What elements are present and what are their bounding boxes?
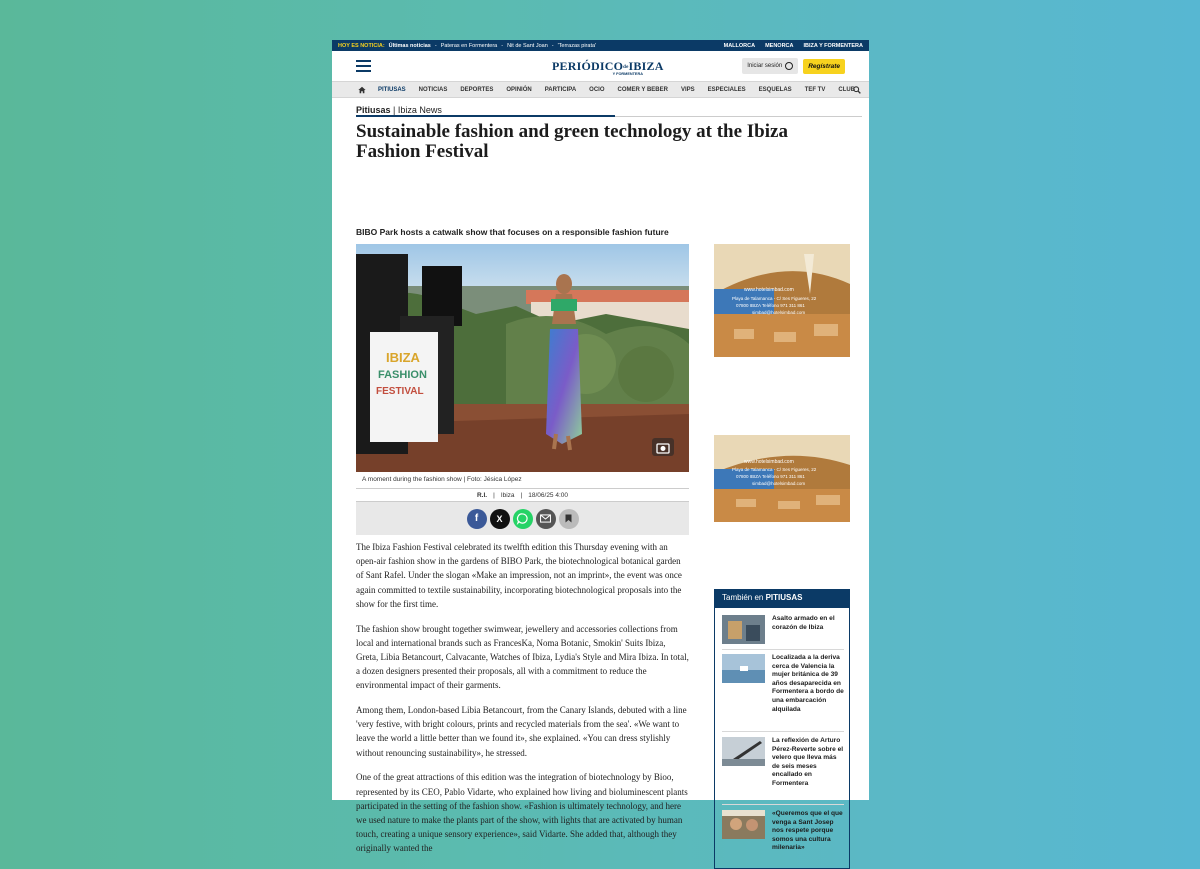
main-nav bbox=[332, 81, 869, 98]
home-icon[interactable] bbox=[358, 86, 366, 94]
related-item[interactable]: Localizada a la deriva cerca de Valencia la mujer británica de 39 años desaparecida en Formentera a bordo de una embarcación alquilada bbox=[722, 654, 844, 732]
sign-text: IBIZA bbox=[386, 350, 420, 365]
svg-text:simbad@hotelsimbad.com: simbad@hotelsimbad.com bbox=[752, 310, 806, 315]
nav-item-especiales[interactable]: ESPECIALES bbox=[707, 86, 746, 93]
related-articles-widget bbox=[714, 589, 850, 869]
nav-item-participa[interactable]: PARTICIPA bbox=[544, 86, 577, 93]
nav-item-pitiusas[interactable]: PITIUSAS bbox=[378, 86, 406, 93]
nav-item-vips[interactable]: VIPS bbox=[680, 86, 695, 93]
article-meta: R.I. | Ibiza | 18/06/25 4:00 bbox=[356, 488, 689, 502]
related-thumbnail bbox=[722, 654, 765, 683]
related-thumbnail bbox=[722, 737, 765, 766]
svg-text:07800 IBIZA Teléfono 971 3: 07800 IBIZA Teléfono 971 311 861 bbox=[736, 303, 805, 308]
hot-item[interactable]: Últimas noticias bbox=[388, 42, 431, 49]
nav-item-noticias[interactable]: NOTICIAS bbox=[418, 86, 448, 93]
nav-item-ocio[interactable]: OCIO bbox=[589, 86, 605, 93]
top-strip: HOY ES NOTICIA: Últimas noticias - Pateras en Formentera - Nit de Sant Joan - 'Terrazas pirata' MALLORCA MENORCA IBIZA Y FORMENTERA bbox=[332, 40, 869, 51]
email-icon[interactable] bbox=[536, 509, 556, 529]
related-thumbnail bbox=[722, 615, 765, 644]
fashion-show-photo bbox=[356, 244, 689, 472]
section-link[interactable]: Pitiusas bbox=[356, 105, 391, 115]
hot-item[interactable]: Pateras en Formentera bbox=[440, 42, 498, 49]
hotel-ad-banner[interactable] bbox=[714, 244, 850, 357]
search-icon[interactable] bbox=[853, 86, 861, 94]
related-item[interactable]: Asalto armado en el corazón de Ibiza bbox=[722, 615, 844, 650]
paragraph: The Ibiza Fashion Festival celebrated its twelfth edition this Thursday evening with an open-air fashion show in the gardens of BIBO Park, the biotechnological botanical garden of Sant Rafel. Under the slogan «Make an impression, not an imprint», the event was once again committed to textile sustainability, incorporating biotechnological proposals into the show for the first time. bbox=[356, 542, 682, 609]
register-button[interactable]: Regístrate bbox=[803, 59, 845, 74]
section-divider-light bbox=[615, 116, 862, 117]
widget-header: También en PITIUSAS bbox=[715, 589, 849, 608]
photo-caption: A moment during the fashion show | Foto: Jésica López bbox=[362, 476, 522, 483]
nav-item-comer-y-beber[interactable]: COMER Y BEBER bbox=[617, 86, 668, 93]
sign-text: FASHION bbox=[378, 369, 427, 381]
svg-text:Playa de Talamanca - C/ Ses Fi: Playa de Talamanca - C/ Ses Figueres, 22 bbox=[732, 467, 817, 472]
svg-text:simbad@hotelsimbad.com: simbad@hotelsimbad.com bbox=[752, 481, 806, 486]
sign-text: FESTIVAL bbox=[376, 386, 424, 397]
x-twitter-icon[interactable]: X bbox=[490, 509, 510, 529]
site-logo[interactable]: PERIÓDICOdeIBIZA Y FORMENTERA bbox=[552, 59, 664, 76]
hotel-ad-image bbox=[714, 244, 850, 357]
svg-text:www.hotelsimbad.com: www.hotelsimbad.com bbox=[744, 459, 794, 465]
related-item[interactable]: «Queremos que el que venga a Sant Josep nos respete porque somos una cultura milenaria» bbox=[722, 810, 844, 866]
related-thumbnail bbox=[722, 810, 765, 839]
breadcrumb: Pitiusas | Ibiza News bbox=[356, 105, 442, 115]
paragraph: The fashion show brought together swimwear, jewellery and accessories collections from local and international brands such as FrancesKa, Noma Botanic, Smokin' Suits Ibiza, Greta, Libia Betancourt, Calvacante, Watches of Ibiza, Lydia's Style and Mira Ibiza. In total, a dozen designers presented their proposals, all with a commitment to reduce the environmental impact of their garments. bbox=[356, 623, 689, 691]
user-icon bbox=[785, 62, 793, 70]
nav-item-opinion[interactable]: OPINIÓN bbox=[506, 86, 532, 93]
nav-item-club[interactable]: CLUB bbox=[838, 86, 856, 93]
facebook-icon[interactable]: f bbox=[467, 509, 487, 529]
hotel-ad-banner-2[interactable] bbox=[714, 435, 850, 522]
share-bar bbox=[356, 502, 689, 535]
login-button[interactable]: Iniciar sesión bbox=[742, 58, 798, 74]
section-divider bbox=[356, 115, 615, 117]
author[interactable]: R.I. bbox=[476, 491, 488, 499]
location: Ibiza bbox=[500, 491, 515, 499]
browser-page bbox=[332, 40, 869, 854]
hot-item[interactable]: 'Terrazas pirata' bbox=[557, 42, 597, 49]
article-title: Sustainable fashion and green technology at the Ibiza Fashion Festival bbox=[356, 121, 788, 162]
paragraph: One of the great attractions of this edition was the integration of biotechnology by Bioo, represented by its CEO, Pablo Vidarte, who explained how living and bioluminescent plants participated in the setting of the fashion show. «Fashion is ultimately technology, and here we used nature to make the plants part of the show, with lights that are activated by human touch, creating a unique sensory experience», said Vidarte. She added that, although they originally wanted the bbox=[356, 772, 688, 854]
svg-text:www.hotelsimbad.com: www.hotelsimbad.com bbox=[744, 287, 794, 293]
region-link-menorca[interactable]: MENORCA bbox=[765, 42, 794, 49]
paragraph: Among them, London-based Libia Betancourt, from the Canary Islands, debuted with a line 'very festive, with bright colours, prints and recycled materials from the sea'. «We want to leave the world a little better than we found it», she explained. «You can dress stylishly without renouncing sustainability», he stressed. bbox=[356, 705, 687, 758]
hot-label: HOY ES NOTICIA: bbox=[338, 42, 385, 49]
whatsapp-icon[interactable] bbox=[513, 509, 533, 529]
related-item[interactable]: La reflexión de Arturo Pérez-Reverte sobre el velero que lleva más de seis meses encallado en Formentera bbox=[722, 737, 844, 805]
publish-date: 18/06/25 4:00 bbox=[528, 491, 569, 499]
nav-item-deportes[interactable]: DEPORTES bbox=[460, 86, 494, 93]
article-subtitle: BIBO Park hosts a catwalk show that focuses on a responsible fashion future bbox=[356, 227, 669, 237]
site-header bbox=[332, 51, 869, 81]
hotel-ad-image bbox=[714, 435, 850, 522]
nav-item-tef-tv[interactable]: TEF TV bbox=[804, 86, 826, 93]
article-body bbox=[356, 540, 689, 866]
region-link-ibiza[interactable]: IBIZA Y FORMENTERA bbox=[803, 42, 863, 49]
svg-text:07800 IBIZA Teléfono 971 3: 07800 IBIZA Teléfono 971 311 861 bbox=[736, 474, 805, 479]
region-link-mallorca[interactable]: MALLORCA bbox=[723, 42, 756, 49]
hamburger-menu-icon[interactable] bbox=[356, 60, 371, 72]
svg-text:Playa de Talamanca - C/ Ses Fi: Playa de Talamanca - C/ Ses Figueres, 22 bbox=[732, 296, 817, 301]
nav-item-esquelas[interactable]: ESQUELAS bbox=[758, 86, 792, 93]
subsection-link[interactable]: Ibiza News bbox=[397, 105, 442, 115]
bookmark-icon[interactable] bbox=[559, 509, 579, 529]
article-photo[interactable] bbox=[356, 244, 689, 472]
hot-item[interactable]: Nit de Sant Joan bbox=[507, 42, 548, 49]
